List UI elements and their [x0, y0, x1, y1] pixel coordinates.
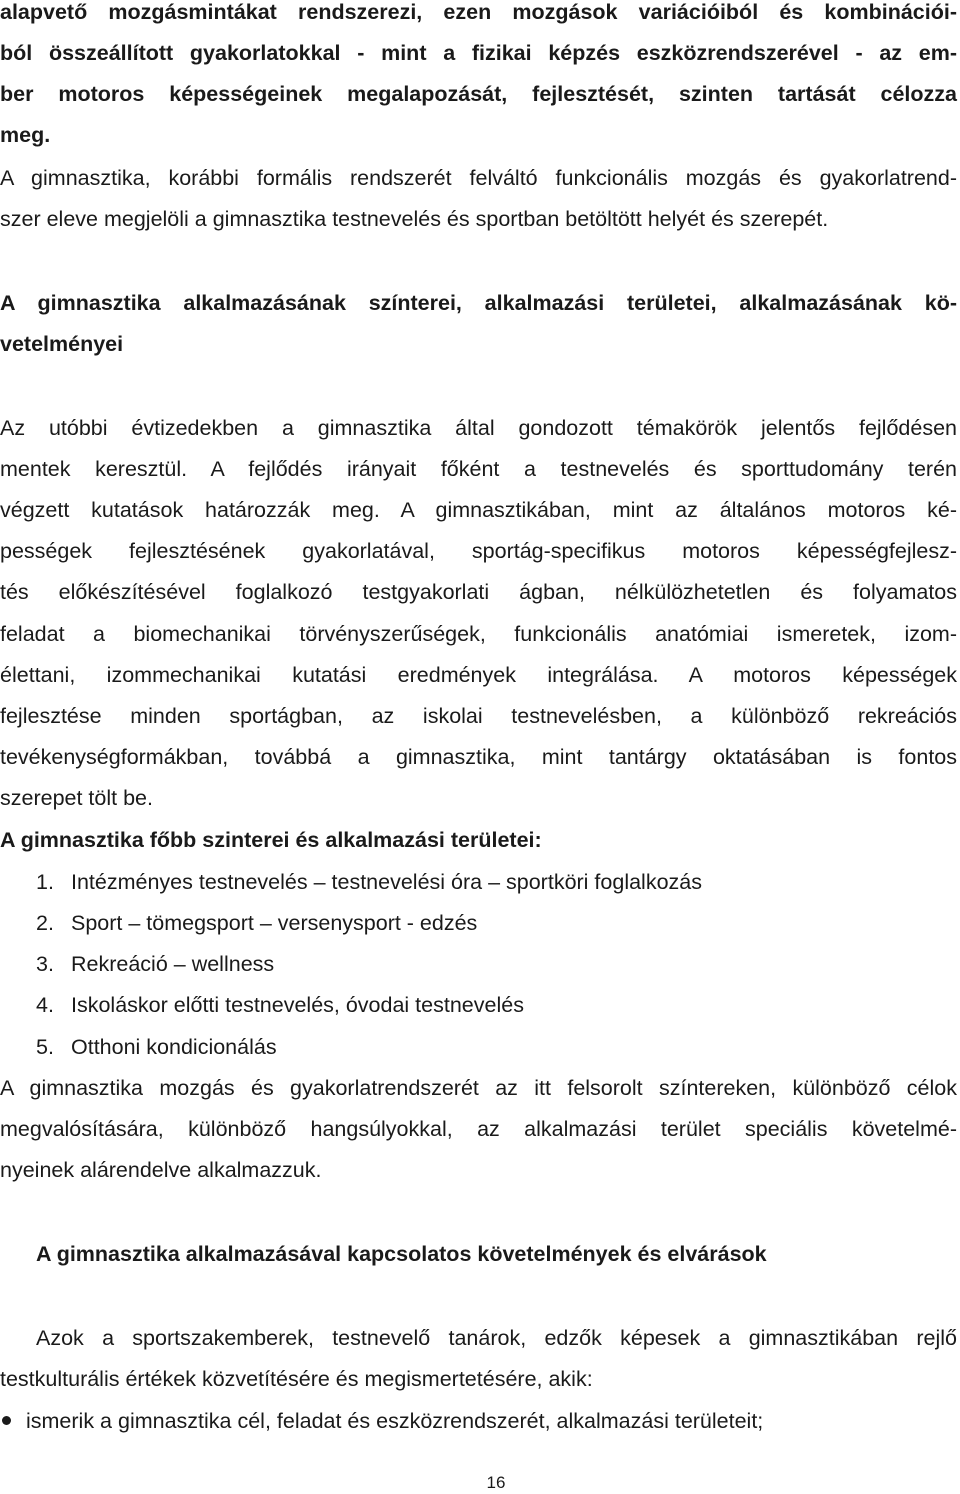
text-line: A gimnasztika mozgás és gyakorlatrendszerét az itt felsorolt színtereken, különböző célok	[0, 1076, 957, 1100]
text-line: tés előkészítésével foglalkozó testgyakorlati ágban, nélkülözhetetlen és folyamatos	[0, 580, 957, 604]
bullet-icon	[2, 1416, 11, 1425]
text-line: végzett kutatások határozzák meg. A gimnasztikában, mint az általános motoros ké-	[0, 498, 957, 522]
text-line: mentek keresztül. A fejlődés irányait főként a testnevelés és sporttudomány terén	[0, 457, 957, 481]
list-number: 3.	[36, 952, 54, 976]
list-number: 2.	[36, 911, 54, 935]
text-line: pességek fejlesztésének gyakorlatával, sportág-specifikus motoros képességfejlesz-	[0, 539, 957, 563]
areas-heading: A gimnasztika főbb szinterei és alkalmazási területei:	[0, 828, 542, 852]
text-line: A gimnasztika, korábbi formális rendszerét felváltó funkcionális mozgás és gyakorlatrend-	[0, 166, 957, 190]
text-line: Azok a sportszakemberek, testnevelő tanárok, edzők képesek a gimnasztikában rejlő	[36, 1326, 957, 1350]
text-line: szer eleve megjelöli a gimnasztika testnevelés és sportban betöltött helyét és szerepét.	[0, 207, 829, 231]
text-line: ból összeállított gyakorlatokkal - mint a fizikai képzés eszközrendszerével - az em-	[0, 41, 957, 65]
text-line: Az utóbbi évtizedekben a gimnasztika által gondozott témakörök jelentős fejlődésen	[0, 416, 957, 440]
list-text: Otthoni kondicionálás	[71, 1035, 277, 1059]
text-line: élettani, izommechanikai kutatási eredmények integrálása. A motoros képességek	[0, 663, 957, 687]
heading-line: A gimnasztika alkalmazásának színterei, alkalmazási területei, alkalmazásának kö-	[0, 291, 957, 315]
text-line: feladat a biomechanikai törvényszerűségek, funkcionális anatómiai ismeretek, izom-	[0, 622, 957, 646]
text-line: fejlesztése minden sportágban, az iskolai testnevelésben, a különböző rekreációs	[0, 704, 957, 728]
text-line: alapvető mozgásmintákat rendszerezi, ezen mozgások variációiból és kombinációi-	[0, 0, 957, 24]
list-text: Sport – tömegsport – versenysport - edzés	[71, 911, 478, 935]
text-line: ber motoros képességeinek megalapozását, fejlesztését, szinten tartását célozza	[0, 82, 957, 106]
bullet-text: ismerik a gimnasztika cél, feladat és eszközrendszerét, alkalmazási területeit;	[26, 1409, 764, 1433]
text-line: megvalósítására, különböző hangsúlyokkal, az alkalmazási terület speciális követelmé-	[0, 1117, 957, 1141]
text-line: testkulturális értékek közvetítésére és megismertetésére, akik:	[0, 1367, 593, 1391]
list-number: 5.	[36, 1035, 54, 1059]
list-text: Rekreáció – wellness	[71, 952, 275, 976]
text-line: meg.	[0, 123, 51, 147]
list-number: 1.	[36, 870, 54, 894]
text-line: nyeinek alárendelve alkalmazzuk.	[0, 1158, 322, 1182]
requirements-heading: A gimnasztika alkalmazásával kapcsolatos követelmények és elvárások	[36, 1242, 767, 1266]
heading-line: vetelményei	[0, 332, 124, 356]
text-line: szerepet tölt be.	[0, 786, 153, 810]
page-number: 16	[486, 1473, 506, 1492]
text-line: tevékenységformákban, továbbá a gimnasztika, mint tantárgy oktatásában is fontos	[0, 745, 957, 769]
list-text: Iskoláskor előtti testnevelés, óvodai testnevelés	[71, 993, 524, 1017]
list-text: Intézményes testnevelés – testnevelési óra – sportköri foglalkozás	[71, 870, 702, 894]
list-number: 4.	[36, 993, 54, 1017]
